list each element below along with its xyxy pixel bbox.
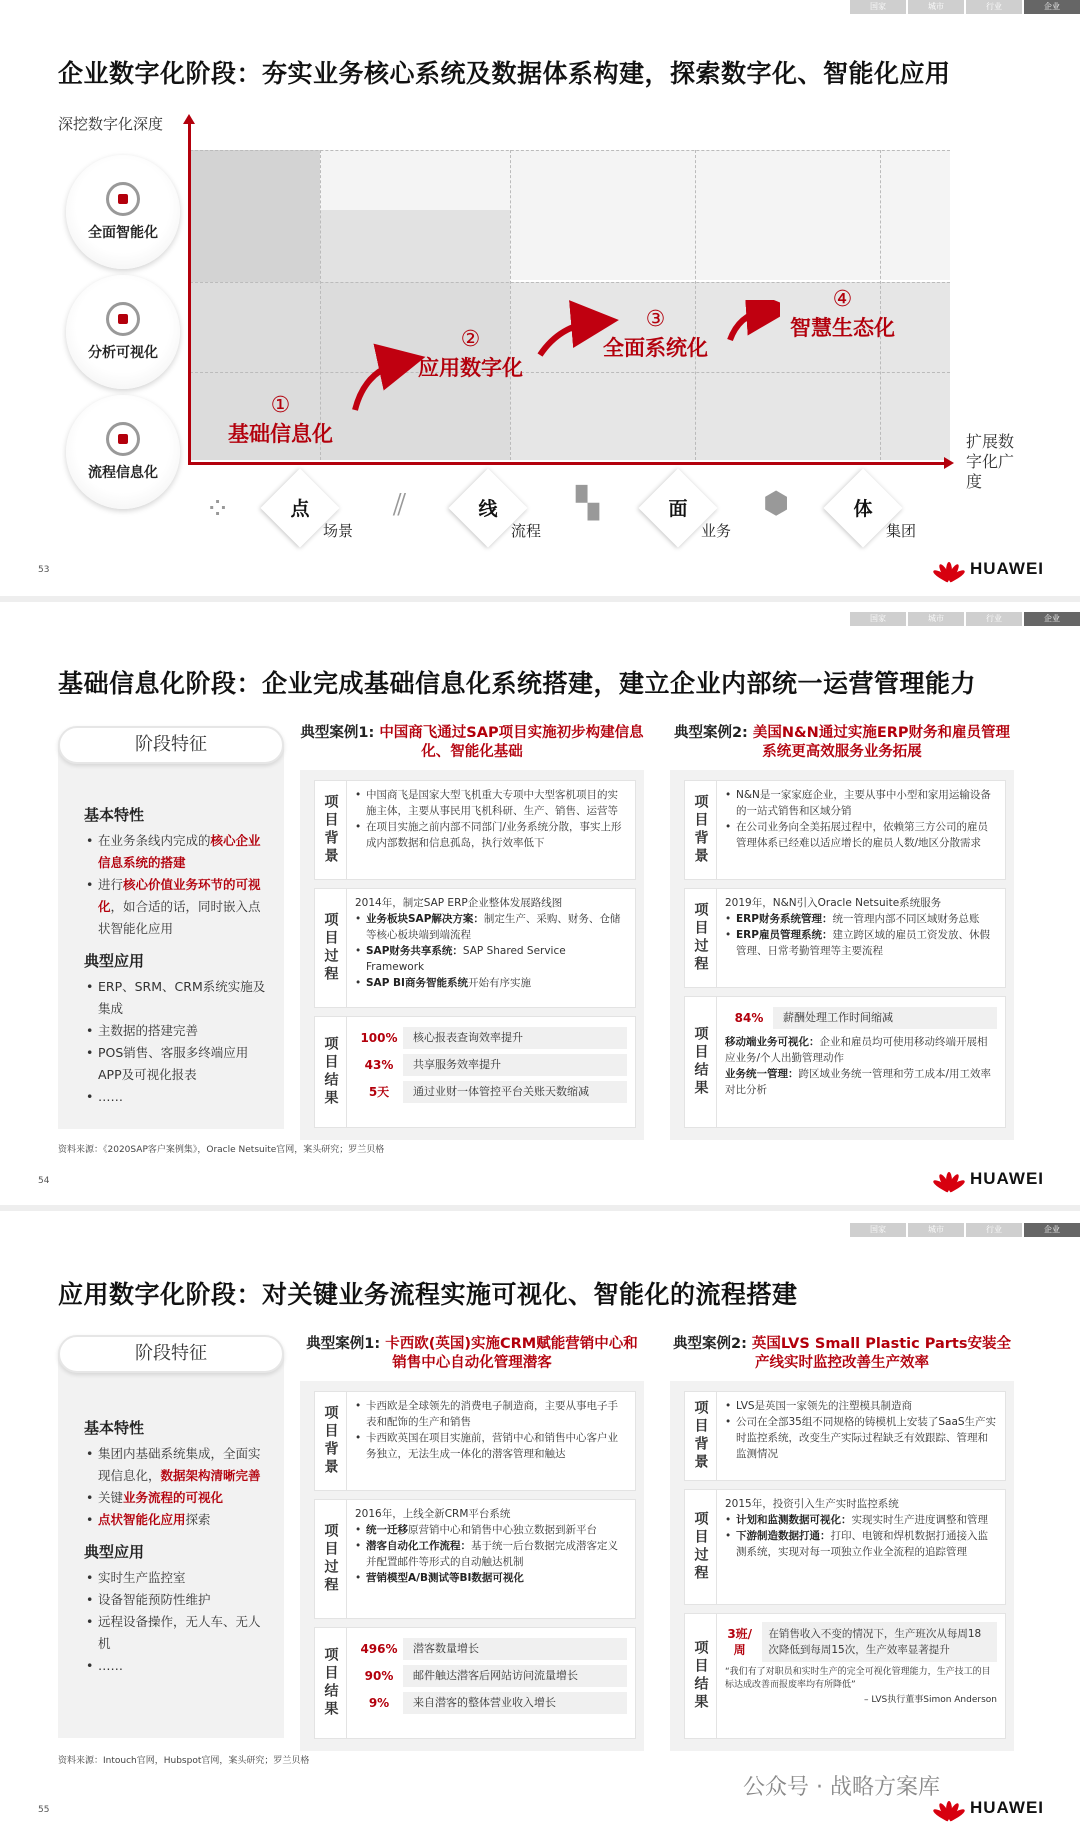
nav-tab-city[interactable]: 城市 xyxy=(908,0,964,14)
case2-title: 典型案例2: 英国LVS Small Plastic Parts安装全产线实时监控改善生产效率 xyxy=(672,1336,1011,1371)
huawei-flower-icon xyxy=(934,1168,964,1190)
huawei-logo: HUAWEI xyxy=(934,558,1044,580)
nav-tab-industry[interactable]: 行业 xyxy=(966,0,1022,14)
case1-background: 项目背景 • 卡西欧是全球领先的消费电子制造商，主要从事电子手表和配饰的生产和销售 • 卡西欧英国在项目实施前，营销中心和销售中心客户业务独立，无法生成一体化的潜客管理和触达 xyxy=(314,1391,636,1491)
case1-process: 项目过程 2016年，上线全新CRM平台系统 • 统一迁移原营销中心和销售中心独立数据到新平台 • 潜客自动化工作流程：基于统一后台数据完成潜客定义并配置邮件等形式的自动触达机制 • 营销模型A/B测试等BI数据可视化 xyxy=(314,1499,636,1619)
case1-results: 项目结果 496% 潜客数量增长 90% 邮件触达潜客后网站访问流量增长 9% 来自潜客的整体营业收入增长 xyxy=(314,1627,636,1739)
dim-line-sub: 流程 xyxy=(511,522,542,540)
brain-icon xyxy=(106,182,140,216)
page-number: 54 xyxy=(38,1176,50,1186)
nav-tab-industry[interactable]: 行业 xyxy=(966,1223,1022,1237)
case1-background: 项目背景 • 中国商飞是国家大型飞机重大专项中大型客机项目的实施主体，主要从事民用飞机科研、生产、销售、运营等 • 在项目实施之前内部不同部门/业务系统分散，事实上形成内部数据和信息孤岛，执行效率低下 xyxy=(314,780,636,880)
nav-tab-city[interactable]: 城市 xyxy=(908,1223,964,1237)
dim-plane-sub: 业务 xyxy=(701,522,732,540)
x-axis xyxy=(188,462,948,465)
nav-tab-city[interactable]: 城市 xyxy=(908,612,964,626)
case2-background: 项目背景 • LVS是英国一家领先的注塑模具制造商 • 公司在全部35组不同规格的铸模机上安装了SaaS生产实时监控系统，改变生产实际过程缺乏有效跟踪、管理和监测情况 xyxy=(684,1391,1006,1481)
slide-3 xyxy=(0,1213,1080,1829)
page-title: 基础信息化阶段：企业完成基础信息化系统搭建，建立企业内部统一运营管理能力 xyxy=(58,669,977,698)
nav-tab-enterprise[interactable]: 企业 xyxy=(1024,1223,1080,1237)
monitor-icon xyxy=(106,422,140,456)
level-full-intelligence: 全面智能化 xyxy=(66,155,180,269)
y-axis-label: 深挖数字化深度 xyxy=(58,115,164,133)
level-process-informatization: 流程信息化 xyxy=(66,395,180,509)
case1-title: 典型案例1: 中国商飞通过SAP项目实施初步构建信息化、智能化基础 xyxy=(300,725,644,760)
y-axis xyxy=(188,118,191,464)
nav-tab-country[interactable]: 国家 xyxy=(850,1223,906,1237)
dim-plane: 面 xyxy=(668,498,688,520)
source-note: 资料来源：《2020SAP客户案例集》，Oracle Netsuite官网，案头研究；罗兰贝格 xyxy=(58,1145,385,1155)
feature-list: 基本特性 • 集团内基础系统集成，全面实现信息化，数据架构清晰完善 • 关键业务流程的可视化 • 点状智能化应用探索 典型应用 • 实时生产监控室 • 设备智能预防性维护 • 远程设备操作，无人车、无人机 • …… xyxy=(86,1413,268,1677)
feature-header: 阶段特征 xyxy=(58,1335,284,1373)
case2-background: 项目背景 • N&N是一家家庭企业，主要从事中小型和家用运输设备的一站式销售和区域分销 • 在公司业务向全美拓展过程中，依赖第三方公司的雇员管理体系已经难以适应增长的雇员人数/地区分散需求 xyxy=(684,780,1006,880)
stage-4: ④ 智慧生态化 xyxy=(790,287,895,340)
nav-tab-country[interactable]: 国家 xyxy=(850,612,906,626)
case2-process: 项目过程 2015年，投资引入生产实时监控系统 • 计划和监测数据可视化：实现实时生产进度调整和管理 • 下游制造数据打通：打印、电镀和焊机数据打通接入监测系统，实现对每一项独立作业全流程的追踪管理 xyxy=(684,1489,1006,1605)
case2-title: 典型案例2: 美国N&N通过实施ERP财务和雇员管理系统更高效服务业务拓展 xyxy=(673,725,1011,760)
x-axis-label: 扩展数字化广度 xyxy=(966,432,1015,491)
nav-tab-enterprise[interactable]: 企业 xyxy=(1024,612,1080,626)
slide-2 xyxy=(0,604,1080,1202)
nav-tabs xyxy=(848,1223,1080,1237)
feature-header: 阶段特征 xyxy=(58,726,284,764)
page-number: 55 xyxy=(38,1805,50,1815)
dim-line: 线 xyxy=(478,498,498,520)
chart-icon xyxy=(106,302,140,336)
case2-results: 项目结果 3班/周 在销售收入不变的情况下，生产班次从每周18次降低到每周15次，生产效率显著提升 “我们有了对职员和实时生产的完全可视化管理能力，生产技工的目标达成改善而报废率均有所降低” – LVS执行董事Simon Anderson xyxy=(684,1613,1006,1739)
watermark: 公众号 · 战略方案库 xyxy=(743,1775,940,1800)
stage-2: ② 应用数字化 xyxy=(418,327,523,380)
nav-tabs xyxy=(848,0,1080,14)
nav-tab-country[interactable]: 国家 xyxy=(850,0,906,14)
huawei-flower-icon xyxy=(934,558,964,580)
slide-1 xyxy=(0,0,1080,580)
stage-3: ③ 全面系统化 xyxy=(603,307,708,360)
nav-tab-industry[interactable]: 行业 xyxy=(966,612,1022,626)
stage-1: ① 基础信息化 xyxy=(228,393,333,446)
dots-icon: ⁘ xyxy=(205,492,231,527)
dim-body: 体 xyxy=(853,498,873,520)
page-number: 53 xyxy=(38,565,50,575)
feature-list: 基本特性 • 在业务条线内完成的核心企业信息系统的搭建 • 进行核心价值业务环节的可视化，如合适的话，同时嵌入点状智能化应用 典型应用 • ERP、SRM、CRM系统实施及集成 • 主数据的搭建完善 • POS销售、客服多终端应用APP及可视化报表 • …… xyxy=(86,800,268,1108)
case2-process: 项目过程 2019年，N&N引入Oracle Netsuite系统服务 • ERP财务系统管理：统一管理内部不同区域财务总账 • ERP雇员管理系统：建立跨区域的雇员工资发放、休假管理、日常考勤管理等主要流程 xyxy=(684,888,1006,988)
lines-icon: ⫽ xyxy=(393,488,407,523)
page-title: 应用数字化阶段：对关键业务流程实施可视化、智能化的流程搭建 xyxy=(58,1280,798,1309)
level-analytics-visualization: 分析可视化 xyxy=(66,275,180,389)
progress-arrows xyxy=(340,300,780,420)
page-title: 企业数字化阶段：夯实业务核心系统及数据体系构建，探索数字化、智能化应用 xyxy=(58,59,951,88)
dim-point: 点 xyxy=(290,498,310,520)
case2-results: 项目结果 84% 薪酬处理工作时间缩减 移动端业务可视化：企业和雇员均可使用移动终端开展相应业务/个人出勤管理动作 业务统一管理：跨区域业务统一管理和劳工成本/用工效率对比分析 xyxy=(684,996,1006,1128)
cubes-icon: ⬢ xyxy=(763,486,790,521)
huawei-logo: HUAWEI xyxy=(934,1168,1044,1190)
dim-body-sub: 集团 xyxy=(886,522,917,540)
case1-title: 典型案例1: 卡西欧(英国)实施CRM赋能营销中心和销售中心自动化管理潜客 xyxy=(306,1336,638,1371)
huawei-logo: HUAWEI xyxy=(934,1797,1044,1819)
nav-tab-enterprise[interactable]: 企业 xyxy=(1024,0,1080,14)
source-note: 资料来源：Intouch官网，Hubspot官网，案头研究；罗兰贝格 xyxy=(58,1756,310,1766)
dim-point-sub: 场景 xyxy=(323,522,354,540)
nav-tabs xyxy=(848,612,1080,626)
case1-process: 项目过程 2014年，制定SAP ERP企业整体发展路线图 • 业务板块SAP解决方案：制定生产、采购、财务、仓储等核心板块端到端流程 • SAP财务共享系统：SAP Shared Service Framework • SAP BI商务智能系统开始有序实施 xyxy=(314,888,636,1008)
case1-results: 项目结果 100% 核心报表查询效率提升 43% 共享服务效率提升 5天 通过业财一体管控平台关账天数缩减 xyxy=(314,1016,636,1128)
blocks-icon: ▚ xyxy=(576,486,600,521)
